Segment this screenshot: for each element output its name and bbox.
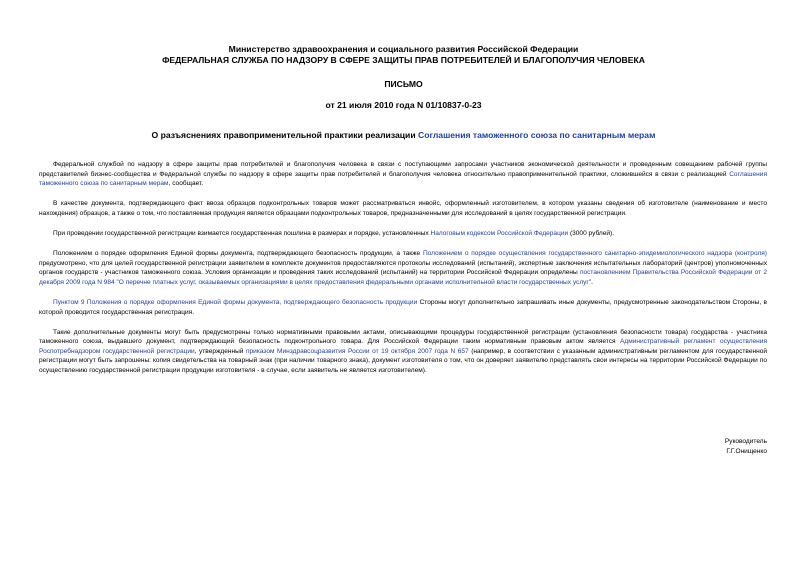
paragraph-2 <box>39 199 767 218</box>
paragraph-text: , утвержденный <box>194 347 246 355</box>
paragraph-5 <box>39 298 767 317</box>
signatory-title: Руководитель <box>724 438 767 445</box>
paragraph-text: предусмотрено, что для целей государственной регистрации заявителем в комплекте документов предоставляются протоколы исследований (испытаний), экспертные заключения испытательных лабораторий (центров) уполномоченных органов государств - участников таможенного союза. Условия организации и проведения таких исследований (испытаний) на территории Российской Федерации определены <box>39 259 767 277</box>
ministry-name: Министерство здравоохранения и социального развития Российской Федерации <box>228 44 579 54</box>
paragraph-text: , сообщает. <box>168 180 204 188</box>
paragraph-text: Стороны могут дополнительно запрашивать иные документы, предусмотренные законодательством Стороны, в которой проводится государственная регистрация. <box>39 298 767 316</box>
admin-regulation-link[interactable]: Административный регламент осуществления Роспотребнадзором государственной регистрации <box>39 338 767 355</box>
paragraph-text: Федеральной службой по надзору в сфере защиты прав потребителей и благополучия человека в связи с поступающими запросами участников экономической деятельности и проведенным совещанием рабочей группы представителей бизнес-сообщества и Федеральной службы по надзору в сфере защиты прав потребителей и благополучия человека относительно правоприменительной практики, сложившейся в связи с реализацией <box>39 161 767 178</box>
clause-9-link[interactable]: Пунктом 9 Положения о порядке оформления Единой формы документа, подтверждающего безопасность продукции <box>53 298 418 306</box>
paragraph-text: (например, в соответствии с указанным административным регламентом для государственной регистрации могут быть запрошены: копия свидетельства на товарный знак (при наличии товарного знака), документ изготовителя о том, что он доверяет заявителю представлять свои интересы на территории Российской Федерации по осуществлению государственной регистрации продукции изготовителя - в случае, если заявитель не является изготовителем). <box>39 347 767 374</box>
paragraph-1 <box>39 160 767 189</box>
government-decree-link[interactable]: постановлением Правительства Российской Федерации от 2 декабря 2009 года N 984 "О перечне платных услуг, оказываемых организациями в целях предоставления федеральными органами исполнительной власти государственных услуг" <box>39 269 767 286</box>
paragraph-text: При проведении государственной регистрации взимается государственная пошлина в размерах и порядке, установленных <box>53 229 431 237</box>
ministry-order-link[interactable]: приказом Минздравсоцразвития России от 19 октября 2007 года N 657 <box>246 347 469 355</box>
paragraph-text: В качестве документа, подтверждающего факт ввоза образцов подконтрольных товаров может рассматриваться инвойс, оформленный изготовителем, в котором указаны сведения об изготовителе (наименование и место нахождения) образцов, а также о том, что поставляемая продукция является образцами подконтрольных товаров, предназначенными для исследований в целях государственной регистрации. <box>39 200 767 217</box>
subject-prefix: О разъяснениях правоприменительной практики реализации <box>151 130 419 140</box>
service-name: ФЕДЕРАЛЬНАЯ СЛУЖБА ПО НАДЗОРУ В СФЕРЕ ЗАЩИТЫ ПРАВ ПОТРЕБИТЕЛЕЙ И БЛАГОПОЛУЧИЯ ЧЕЛОВЕКА <box>162 55 645 65</box>
document-body <box>39 160 767 386</box>
agreement-link[interactable]: Соглашения таможенного союза по санитарным мерам <box>39 170 767 188</box>
tax-code-link[interactable]: Налоговым кодексом Российской Федерации <box>430 229 569 237</box>
paragraph-text: (3000 рублей). <box>568 229 615 237</box>
paragraph-text: Положением о порядке оформления Единой формы документа, подтверждающего безопасность продукции, а также <box>53 250 423 258</box>
signature-block <box>725 437 767 457</box>
document-type: ПИСЬМО <box>384 79 423 89</box>
paragraph-4 <box>39 249 767 287</box>
paragraph-6 <box>39 328 767 376</box>
paragraph-text: Такие дополнительные документы могут быть предусмотрены только нормативными правовыми актами, описывающими процедуры государственной регистрации (установления безопасности товара) государства - участника таможенного союза, выдавшего документ, подтверждающий безопасность подконтрольного товара. Для Российской Федерации таким нормативным правовым актом является <box>39 328 767 346</box>
document-subject <box>0 130 807 140</box>
signatory-name: Г.Г.Онищенко <box>726 448 767 455</box>
supervision-regulation-link[interactable]: Положением о порядке осуществления государственного санитарно-эпидемиологического надзора (контроля) <box>422 250 767 258</box>
paragraph-3 <box>39 229 767 239</box>
paragraph-text: . <box>591 278 593 286</box>
document-date-number: от 21 июля 2010 года N 01/10837-0-23 <box>325 100 482 110</box>
document-header <box>0 44 807 66</box>
subject-agreement-link[interactable]: Соглашения таможенного союза по санитарным мерам <box>418 130 656 140</box>
